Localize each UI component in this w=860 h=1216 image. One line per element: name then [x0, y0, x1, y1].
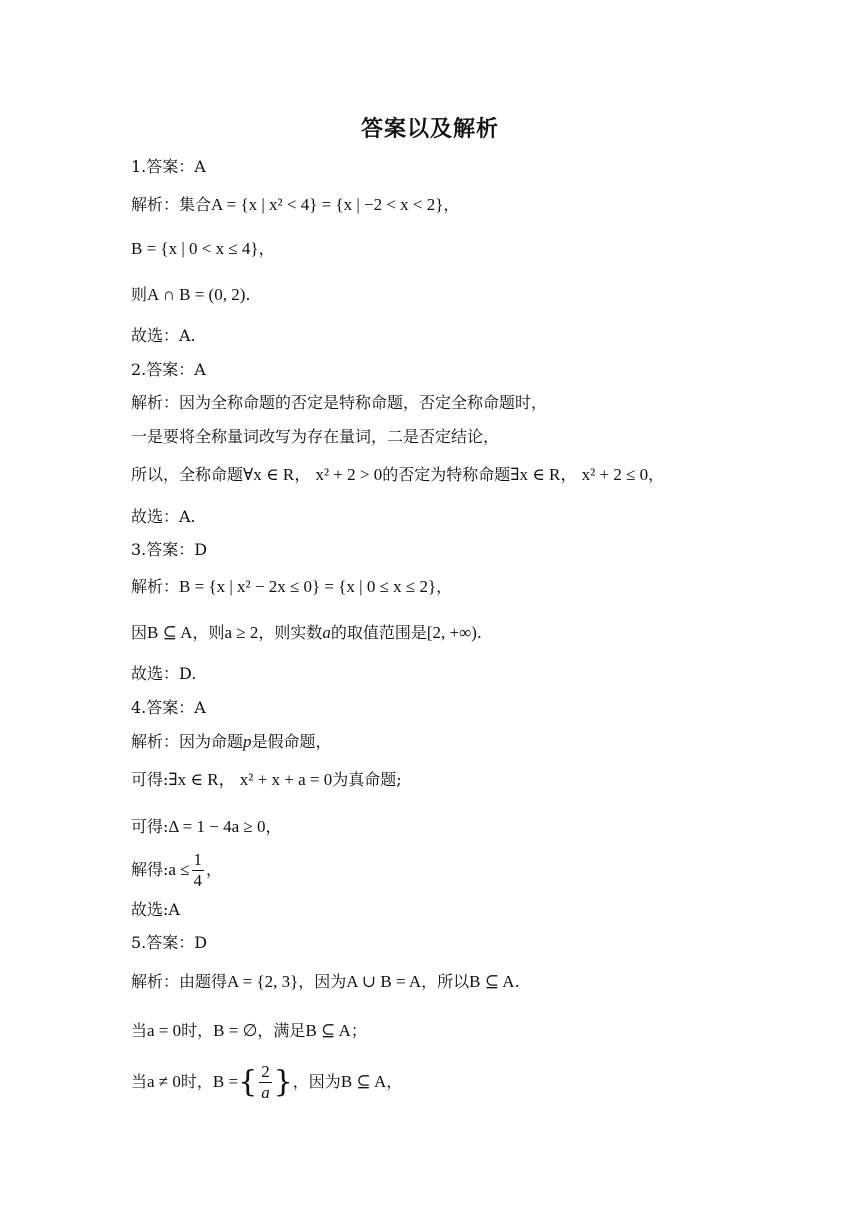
q5-solution-line-2: 当a = 0时，B = ∅，满足B ⊆ A；: [131, 1021, 367, 1040]
q3-formula-set-b: B = {x | x² − 2x ≤ 0} = {x | 0 ≤ x ≤ 2}: [179, 577, 437, 596]
q1-answer: 1.答案：A: [131, 157, 206, 176]
right-brace: }: [273, 1064, 293, 1100]
q2-solution-line-2: 一是要将全称量词改写为存在量词，二是否定结论，: [131, 427, 500, 446]
q3-solution-line-1: 解析：B = {x | x² − 2x ≤ 0} = {x | 0 ≤ x ≤ 2}，: [131, 577, 453, 596]
q5-fraction: $\frac{2}{a}$: [261, 1062, 270, 1102]
q1-formula-set-a: A = {x | x² < 4} = {x | −2 < x < 2}: [211, 195, 444, 214]
q1-formula-set-b: B = {x | 0 < x ≤ 4}: [131, 239, 259, 258]
q3-formula-range: [2, +∞): [426, 623, 477, 642]
q5-answer: 5.答案：D: [131, 933, 208, 952]
q5-solution-line-3: 当a ≠ 0时，B ={ $\frac{2}{a}$ }，因为B ⊆ A，: [131, 1062, 403, 1102]
q4-solution-line-1: 解析：因为命题p是假命题，: [131, 732, 332, 751]
q4-formula-discriminant: Δ = 1 − 4a ≥ 0: [168, 817, 266, 836]
q2-solution-line-1: 解析：因为全称命题的否定是特称命题，否定全称命题时，: [131, 393, 548, 412]
page-title: 答案以及解析: [360, 117, 499, 142]
q3-solution-line-2: 因B ⊆ A，则a ≥ 2，则实数a的取值范围是[2, +∞).: [131, 623, 482, 642]
q4-solution-line-3: 可得:Δ = 1 − 4a ≥ 0，: [131, 817, 282, 836]
q3-conclusion: 故选：D.: [131, 664, 197, 683]
q4-formula-existential: ∃x ∈ R， x² + x + a = 0: [168, 770, 333, 789]
q2-solution-line-3: 所以，全称命题∀x ∈ R， x² + 2 > 0的否定为特称命题∃x ∈ R， x² + 2 ≤ 0，: [131, 465, 665, 484]
q2-answer: 2.答案：A: [131, 360, 206, 379]
left-brace: {: [238, 1064, 258, 1100]
q1-formula-intersection: A ∩ B = (0, 2): [147, 285, 246, 304]
q4-answer: 4.答案：A: [131, 698, 206, 717]
q3-answer: 3.答案：D: [131, 540, 208, 559]
q1-solution-line-2: B = {x | 0 < x ≤ 4}，: [131, 239, 275, 258]
q1-solution-line-3: 则A ∩ B = (0, 2).: [131, 285, 251, 304]
q4-solution-line-2: 可得:∃x ∈ R， x² + x + a = 0为真命题;: [131, 770, 402, 789]
q2-conclusion: 故选：A.: [131, 507, 196, 526]
q2-formula-universal: ∀x ∈ R， x² + 2 > 0: [243, 465, 383, 484]
q5-solution-line-1: 解析：由题得A = {2, 3}，因为A ∪ B = A，所以B ⊆ A.: [131, 972, 520, 991]
q4-fraction: $\frac{1}{4}$: [193, 850, 203, 890]
q4-solution-line-4: 解得:a ≤ $\frac{1}{4}$ ，: [131, 850, 223, 890]
q1-conclusion: 故选：A.: [131, 326, 196, 345]
q1-solution-line-1: 解析：集合A = {x | x² < 4} = {x | −2 < x < 2}，: [131, 195, 460, 214]
q2-formula-existential: ∃x ∈ R， x² + 2 ≤ 0: [510, 465, 649, 484]
q4-conclusion: 故选:A: [131, 900, 180, 919]
